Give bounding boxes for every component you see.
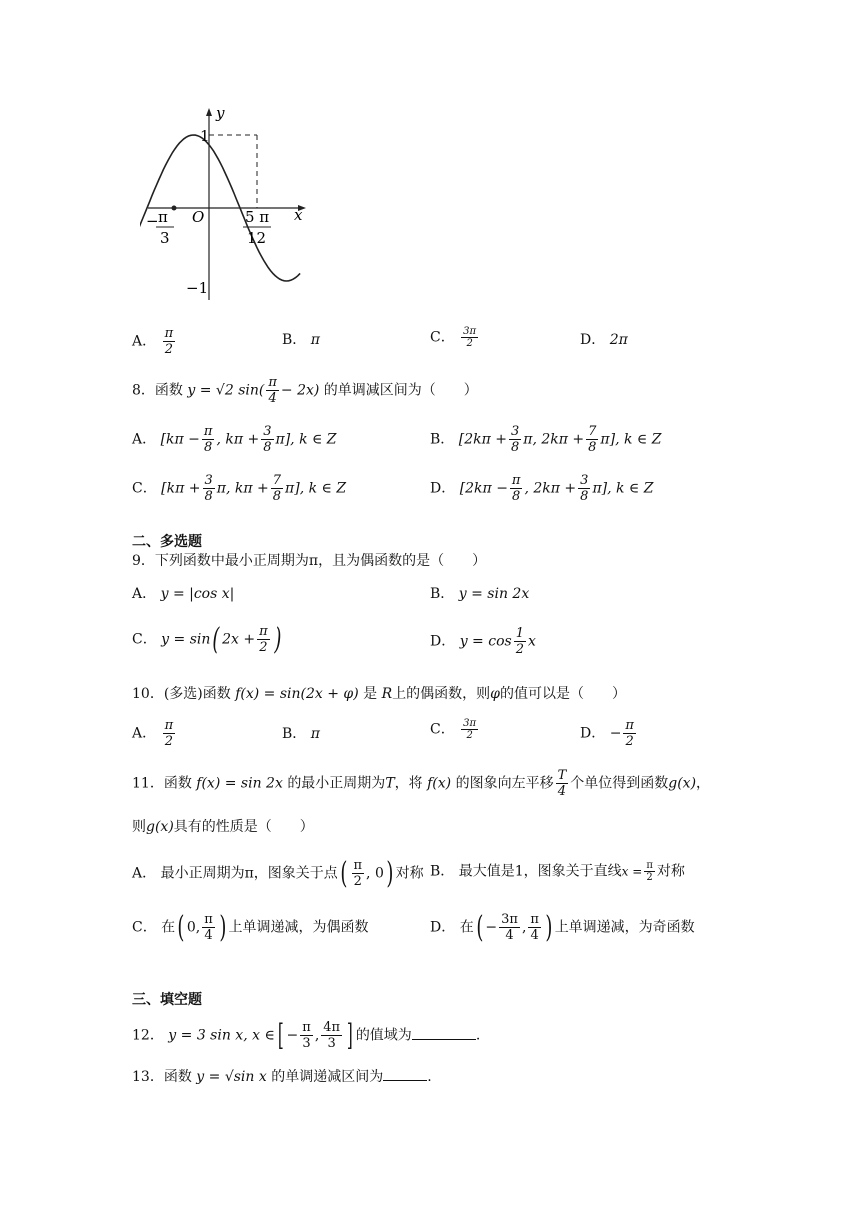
option-text: y = sin 2x — [458, 586, 530, 602]
formula: g(x) — [146, 819, 174, 835]
part: ， — [696, 775, 711, 792]
denominator: 2 — [515, 642, 524, 657]
part: 的值可以是（ ） — [499, 686, 626, 702]
q8-suffix: 的单调减区间为（ ） — [323, 382, 478, 399]
formula: f(x) — [427, 775, 452, 792]
x-axis-label: x — [294, 206, 303, 224]
neg-sign: − — [485, 919, 498, 936]
part: 对称 — [656, 863, 685, 880]
part: π, 2kπ + — [523, 431, 585, 448]
zero-point — [172, 206, 177, 211]
part: 10．(多选)函数 — [132, 686, 231, 702]
bracket-right: ] — [347, 1017, 353, 1053]
denominator: 2 — [164, 734, 173, 749]
part: 11．函数 — [132, 775, 192, 792]
part: . — [427, 1069, 432, 1085]
option-letter: B． — [430, 863, 455, 880]
q8-option-c[interactable] — [132, 473, 346, 504]
part: π], k ∈ Z — [275, 431, 337, 448]
numerator: 1 — [515, 626, 524, 641]
q11-stem-line2 — [132, 817, 314, 837]
option-letter: A． — [132, 431, 157, 448]
part: 2x + — [222, 631, 256, 648]
q11-option-b[interactable] — [430, 860, 685, 883]
q12-stem: 12． y = 3 sin x, x ∈[ − $\frac{\pi}{3}$ , $\frac{4\pi}{3}$ ] 的值域为 . — [132, 1017, 481, 1053]
paren-right: ) — [386, 855, 394, 891]
numerator: 3 — [510, 424, 520, 439]
q8-formula-a: y = √2 sin( — [187, 382, 265, 399]
q9-stem: 9．下列函数中最小正周期为π，且为偶函数的是（ ） — [132, 553, 487, 569]
paren-left: ( — [212, 621, 220, 657]
option-letter: C． — [430, 721, 455, 738]
answer-blank[interactable] — [383, 1066, 427, 1081]
numerator: π — [625, 718, 634, 733]
numerator: 3 — [580, 473, 589, 488]
part: . — [475, 1027, 481, 1044]
q9-option-b[interactable] — [430, 584, 529, 604]
denominator: 8 — [263, 440, 272, 455]
denominator: 4 — [557, 784, 567, 799]
option-letter: D． — [430, 480, 456, 497]
option-letter: D． — [430, 633, 456, 650]
fraction — [257, 624, 270, 655]
q8-option-a[interactable] — [132, 424, 337, 455]
option-letter: D． — [430, 919, 456, 936]
numerator: 4π — [323, 1020, 341, 1035]
part: 的值域为 — [355, 1027, 412, 1044]
denominator: 3 — [302, 1036, 311, 1051]
fraction — [202, 912, 215, 943]
part: π], k ∈ Z — [600, 431, 662, 448]
pos-x-den: 12 — [247, 229, 267, 247]
part: [kπ − — [160, 431, 200, 448]
fraction — [586, 424, 598, 455]
y-axis-label: y — [216, 104, 225, 122]
q10-option-d[interactable] — [580, 718, 638, 749]
numerator: 7 — [272, 473, 282, 488]
origin-label: O — [192, 208, 205, 226]
q7-a-fraction — [163, 326, 176, 357]
option-letter: C． — [132, 480, 157, 497]
q9-option-a[interactable] — [132, 584, 234, 604]
part: 在 — [459, 919, 474, 936]
fraction — [321, 1020, 342, 1051]
paren-left: ( — [476, 909, 484, 945]
option-letter: C． — [132, 919, 157, 936]
denominator: 8 — [510, 440, 520, 455]
denominator: 2 — [466, 730, 473, 741]
fraction — [202, 424, 215, 455]
denominator: 8 — [272, 489, 282, 504]
paren-right: ) — [273, 621, 282, 657]
denominator: 8 — [580, 489, 589, 504]
neg-x-sign: − — [146, 212, 159, 230]
formula: y = √sin x — [196, 1069, 267, 1085]
part: 是 — [363, 686, 378, 702]
part: ，将 — [394, 775, 423, 792]
part: 的最小正周期为 — [287, 775, 386, 792]
numerator: 3π — [501, 912, 518, 927]
q10-stem — [132, 684, 626, 704]
numerator: 3 — [263, 424, 272, 439]
option-letter: D． — [580, 725, 606, 742]
part: 的图象向左平移 — [455, 775, 554, 792]
option-letter: B． — [282, 332, 307, 348]
period-t: T — [385, 775, 395, 792]
y-axis-arrow — [206, 108, 212, 116]
denominator: 3 — [327, 1036, 336, 1051]
fraction — [556, 768, 569, 799]
option-letter: A． — [132, 725, 157, 742]
part: 则 — [132, 819, 146, 835]
part: [2kπ − — [459, 480, 508, 497]
q9-option-c[interactable] — [132, 621, 283, 657]
fraction — [203, 473, 215, 504]
fraction — [514, 626, 526, 657]
option-text: y = |cos x| — [160, 586, 235, 602]
denominator: 8 — [588, 440, 597, 455]
part: 最小正周期为π，图象关于点 — [160, 865, 338, 882]
option-letter: B． — [430, 431, 455, 448]
numerator: 3π — [463, 718, 477, 729]
part: 上单调递减，为奇函数 — [554, 919, 695, 936]
q10-option-c[interactable] — [430, 718, 480, 741]
option-letter: A． — [132, 333, 157, 350]
option-text: 2π — [609, 332, 628, 348]
denominator: 2 — [353, 874, 362, 889]
pos-x-num: 5 π — [245, 208, 270, 226]
fraction — [644, 860, 655, 883]
numerator: π — [203, 424, 213, 439]
denominator: 4 — [268, 391, 277, 406]
part: 具有的性质是（ ） — [173, 819, 314, 835]
q10-option-b[interactable] — [282, 724, 320, 744]
option-letter: D． — [580, 332, 606, 348]
part: , 2kπ + — [524, 480, 577, 497]
q11-stem-line1 — [132, 768, 710, 799]
q7-option-a[interactable] — [132, 326, 177, 357]
paren-right: ) — [545, 909, 553, 945]
denominator: 8 — [204, 489, 213, 504]
option-letter: B． — [430, 586, 455, 602]
fraction — [300, 1020, 313, 1051]
numerator: π — [204, 912, 213, 927]
part: 0, — [186, 919, 201, 936]
denominator: 2 — [259, 640, 268, 655]
denominator: 4 — [505, 928, 514, 943]
phi: φ — [490, 686, 500, 702]
part: π, kπ + — [216, 480, 269, 497]
formula: y = 3 sin x, x ∈ — [168, 1027, 275, 1044]
q8-option-d[interactable] — [430, 473, 653, 504]
q9-option-d[interactable] — [430, 626, 536, 657]
fraction — [510, 473, 523, 504]
q7-c-fraction — [461, 326, 478, 349]
numerator: 3π — [463, 326, 477, 337]
section-heading-fill-in: 三、填空题 — [132, 992, 202, 1008]
neg-x-den: 3 — [160, 229, 170, 247]
q7-option-b[interactable] — [282, 330, 320, 350]
denominator: 4 — [530, 928, 539, 943]
set-r: R — [381, 686, 393, 702]
numerator: 7 — [588, 424, 597, 439]
q8-prefix: 8．函数 — [132, 382, 183, 399]
denominator: 8 — [512, 489, 521, 504]
paren-left: ( — [340, 855, 348, 891]
fraction — [163, 718, 176, 749]
numerator: π — [164, 326, 174, 341]
q8-fraction — [266, 375, 279, 406]
part: 在 — [161, 919, 176, 936]
option-text: π — [310, 332, 320, 348]
formula: f(x) = sin(2x + φ) — [235, 686, 359, 702]
neg-sign: − — [286, 1027, 299, 1044]
part: x — [527, 633, 536, 650]
answer-blank[interactable] — [412, 1025, 476, 1040]
neg-x-num: π — [158, 208, 168, 226]
numerator: π — [530, 912, 539, 927]
part: , kπ + — [216, 431, 260, 448]
paren-left: ( — [177, 909, 185, 945]
option-letter: B． — [282, 726, 307, 742]
q10-option-a[interactable] — [132, 718, 177, 749]
part: 13．函数 — [132, 1069, 192, 1085]
formula: f(x) = sin 2x — [196, 775, 283, 792]
q8-formula-b: − 2x) — [280, 382, 320, 399]
fraction — [509, 424, 521, 455]
part: [kπ + — [161, 480, 201, 497]
numerator: π — [511, 473, 521, 488]
part: [2kπ + — [458, 431, 507, 448]
part: π], k ∈ Z — [285, 480, 347, 497]
fraction — [499, 912, 520, 943]
q11-option-c[interactable] — [132, 909, 369, 945]
q7-option-c[interactable] — [430, 326, 480, 349]
part: x = — [621, 864, 643, 879]
part: π], k ∈ Z — [592, 480, 654, 497]
graph-axes — [148, 108, 306, 300]
option-letter: A． — [132, 586, 157, 602]
fraction — [261, 424, 273, 455]
numerator: π — [646, 860, 653, 871]
numerator: π — [268, 375, 277, 390]
neg-one-label: −1 — [186, 279, 209, 297]
denominator: 2 — [164, 342, 173, 357]
numerator: π — [259, 624, 268, 639]
q11-option-d[interactable]: D． 在( − $\frac{3\pi}{4}$ , $\frac{\pi}{4}$ ) 上单调递减，为奇函数 — [430, 909, 695, 945]
part: y = cos — [459, 633, 512, 650]
fraction — [352, 858, 365, 889]
option-text: π — [310, 726, 320, 742]
option-letter: C． — [430, 329, 455, 346]
fraction — [623, 718, 636, 749]
q13-stem — [132, 1066, 432, 1087]
q8-stem — [132, 375, 478, 406]
part: 12． — [132, 1027, 164, 1044]
q11-option-a[interactable] — [132, 855, 424, 891]
part: 个单位得到函数 — [570, 775, 669, 792]
fraction — [578, 473, 590, 504]
part: 对称 — [395, 865, 424, 882]
part: 的单调递减区间为 — [271, 1069, 384, 1085]
bracket-left: [ — [277, 1017, 284, 1053]
denominator: 4 — [204, 928, 213, 943]
option-letter: C． — [132, 631, 157, 648]
numerator: π — [302, 1020, 311, 1035]
part: y = sin — [161, 631, 211, 648]
section-heading-multi-choice: 二、多选题 — [132, 534, 202, 550]
part: , 0 — [366, 865, 384, 882]
part: 最大值是1，图象关于直线 — [458, 863, 622, 880]
fraction — [461, 718, 478, 741]
q7-option-d[interactable] — [580, 330, 628, 350]
denominator: 2 — [646, 872, 653, 883]
numerator: T — [557, 768, 567, 783]
fraction — [271, 473, 283, 504]
part: 上单调递减，为偶函数 — [228, 919, 369, 936]
denominator: 2 — [466, 338, 473, 349]
denominator: 2 — [625, 734, 634, 749]
denominator: 8 — [204, 440, 213, 455]
neg-sign: − — [609, 725, 622, 742]
numerator: 3 — [204, 473, 213, 488]
numerator: π — [164, 718, 174, 733]
sine-graph — [140, 100, 310, 310]
formula: g(x) — [668, 775, 697, 792]
one-label: 1 — [200, 127, 210, 145]
option-letter: A． — [132, 865, 157, 882]
q8-option-b[interactable] — [430, 424, 661, 455]
fraction — [528, 912, 541, 943]
part: 上的偶函数，则 — [392, 686, 491, 702]
paren-right: ) — [219, 909, 227, 945]
numerator: π — [353, 858, 363, 873]
